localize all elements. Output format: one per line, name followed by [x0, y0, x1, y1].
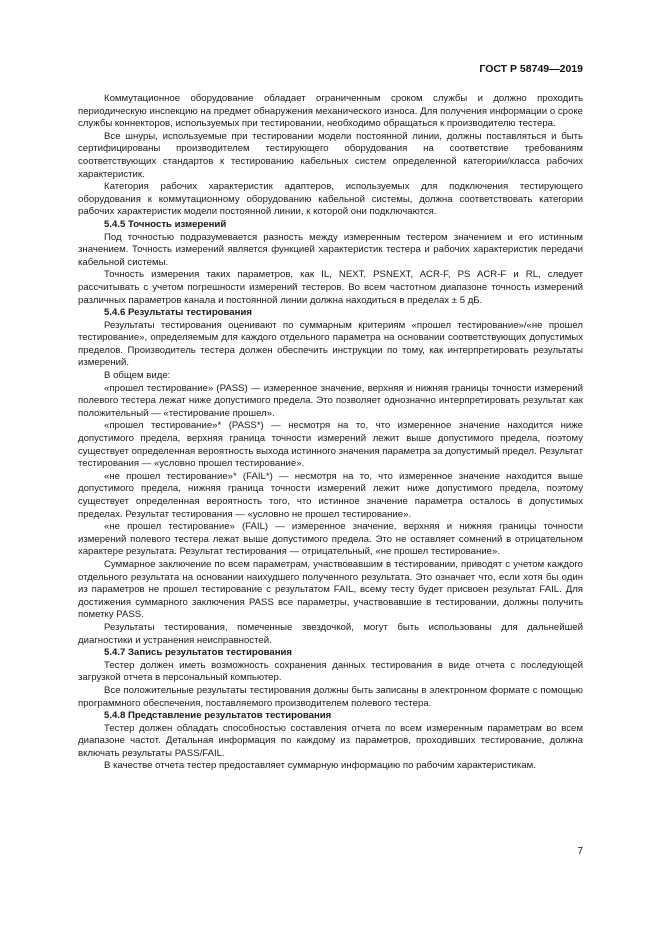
- document-code: ГОСТ Р 58749—2019: [479, 63, 583, 75]
- paragraph: «прошел тестирование» (PASS) — измеренное значение, верхняя и нижняя границы точности измерений полевого тестера лежат ниже допустимого предела. Это позволяет однозначно интерпретировать результат как положительный — «тестирование прошел».: [78, 382, 583, 419]
- paragraph: Результаты тестирования оценивают по суммарным критериям «прошел тестирование»/«не прошел тестирование», определяемым для каждого отдельного параметра на основании соответствующих допустимых пределов. Производитель тестера должен обеспечить инструкции по тому, как интерпретировать результаты измерений.: [78, 319, 583, 369]
- body-text: [78, 93, 583, 773]
- paragraph: Все шнуры, используемые при тестировании модели постоянной линии, должны поставляться и быть сертифицированы производителем тестирующего оборудования на соответствие требованиям соответствующих стандартов к тестированию кабельных систем определенной категории/класса рабочих характеристик.: [78, 130, 583, 180]
- paragraph: «не прошел тестирование» (FAIL) — измеренное значение, верхняя и нижняя границы точности измерений полевого тестера лежат выше допустимого предела. Это не оставляет сомнений в отрицательном характере результата. Результат тестирования — отрицательный, «не прошел тестирование».: [78, 521, 583, 558]
- paragraph: В общем виде:: [104, 370, 171, 382]
- paragraph: Все положительные результаты тестирования должны быть записаны в электронном формате с помощью программного обеспечения, поставляемого производителем полевого тестера.: [78, 684, 583, 709]
- paragraph: Под точностью подразумевается разность между измеренным тестером значением и его истинным значением. Точность измерений является функцией характеристик тестера и рабочих характеристик передачи кабельной системы.: [78, 231, 583, 268]
- section-heading: 5.4.5 Точность измерений: [104, 218, 227, 230]
- paragraph: Категория рабочих характеристик адаптеров, используемых для подключения тестирующего оборудования к коммутационному оборудованию кабельной системы, должна соответствовать категории рабочих характеристик модели постоянной линии, к которой они подключаются.: [78, 181, 583, 218]
- paragraph: Коммутационное оборудование обладает ограниченным сроком службы и должно проходить периодическую инспекцию на предмет обнаружения механического износа. Для получения информации о сроке службы коннекторов, используемых при тестировании, необходимо обращаться к производителю тестера.: [78, 93, 583, 130]
- paragraph: Тестер должен иметь возможность сохранения данных тестирования в виде отчета с последующей загрузкой отчета в персональный компьютер.: [78, 659, 583, 684]
- paragraph: Результаты тестирования, помеченные звездочкой, могут быть использованы для дальнейшей диагностики и устранения неисправностей.: [78, 621, 583, 646]
- paragraph: В качестве отчета тестер предоставляет суммарную информацию по рабочим характеристикам.: [104, 760, 536, 772]
- section-heading: 5.4.7 Запись результатов тестирования: [104, 647, 293, 659]
- paragraph: Тестер должен обладать способностью составления отчета по всем измеренным параметрам во всем диапазоне частот. Детальная информация по каждому из параметров, проходивших тестирование, должна включать результаты PASS/FAIL.: [78, 722, 583, 759]
- paragraph: Суммарное заключение по всем параметрам, участвовавшим в тестировании, приводят с учетом каждого отдельного результата на основании наихудшего полученного результата. Это означает что, если хотя бы один из параметров не прошел тестирование с результатом FAIL, всему тесту будет присвоен результат FAIL. Для достижения суммарного заключения PASS все параметры, участвовавшие в тестировании, должны получить пометку PASS.: [78, 558, 583, 621]
- section-heading: 5.4.8 Представление результатов тестирования: [104, 710, 332, 722]
- page-number: 7: [577, 846, 583, 857]
- paragraph: Точность измерения таких параметров, как IL, NEXT, PSNEXT, ACR-F, PS ACR-F и RL, следует рассчитывать с учетом погрешности измерений тестеров. Во всем частотном диапазоне точность измерений различных параметров канала и постоянной линии должна находиться в пределах ± 5 дБ.: [78, 269, 583, 306]
- paragraph: «не прошел тестирование»* (FAIL*) — несмотря на то, что измеренное значение находится выше допустимого предела, нижняя граница точности измерений лежит ниже допустимого предела, поэтому существует определенная вероятность того, что истинное значение параметра осталось в допустимых пределах. Результат тестирования — «условно не прошел тестирование».: [78, 470, 583, 520]
- paragraph: «прошел тестирование»* (PASS*) — несмотря на то, что измеренное значение находится ниже допустимого предела, верхняя граница точности измерений лежит выше допустимого предела, поэтому существует определенная вероятность выхода истинного значения параметра за допустимый предел. Результат тестирования — «условно прошел тестирование».: [78, 420, 583, 470]
- section-heading: 5.4.6 Результаты тестирования: [104, 307, 252, 319]
